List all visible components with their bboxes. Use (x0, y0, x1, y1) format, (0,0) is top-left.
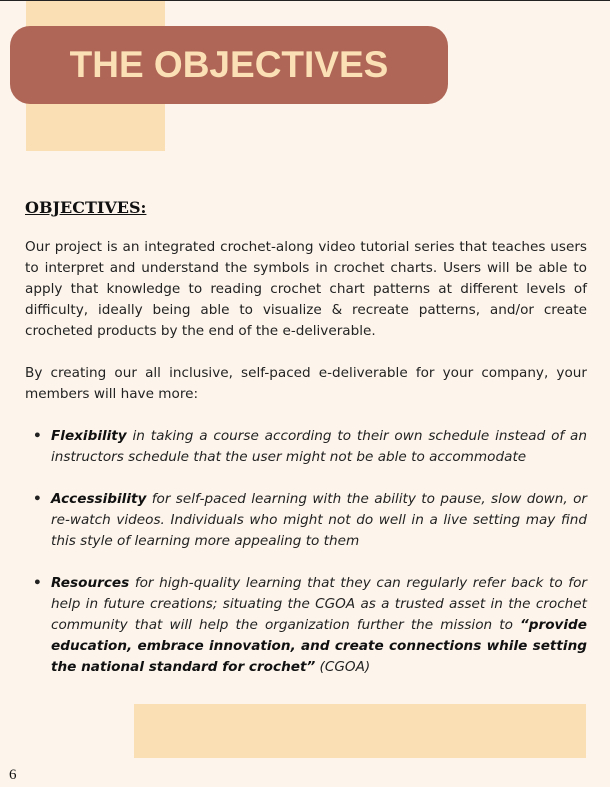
members-paragraph: By creating our all inclusive, self-paced e-deliverable for your company, your members will have more: (25, 365, 587, 402)
bullet-term: Resources (51, 575, 130, 591)
mission-quote: “provide education, embrace innovation, and create connections while setting the national standard for crochet” (51, 617, 587, 675)
list-item-accessibility (33, 489, 587, 552)
list-item-flexibility (33, 426, 587, 468)
bullet-text: in taking a course according to their own schedule instead of an instructors schedule that the user might not be able to accommodate (51, 428, 587, 465)
bullet-text: for high-quality learning that they can regularly refer back to for help in future creations; situating the CGOA as a trusted asset in the crochet community that will help the organization further the mission to (51, 575, 587, 633)
citation: (CGOA) (315, 659, 371, 675)
decorative-block-bottom (134, 704, 586, 758)
bullet-term: Accessibility (51, 491, 147, 507)
bullet-term: Flexibility (51, 428, 127, 444)
page-title: THE OBJECTIVES (69, 44, 389, 85)
title-banner (10, 26, 448, 104)
list-item-resources (33, 573, 587, 678)
bullet-icon: • (33, 428, 42, 444)
section-heading: OBJECTIVES: (25, 198, 147, 217)
bullet-icon: • (33, 491, 42, 507)
bullet-text: for self-paced learning with the ability to pause, slow down, or re-watch videos. Individuals who might not do well in a live setting may find this style of learning more appealing to them (51, 491, 587, 549)
page-number: 6 (9, 767, 17, 783)
bullet-icon: • (33, 575, 42, 591)
benefits-list (33, 426, 587, 699)
intro-paragraph: Our project is an integrated crochet-along video tutorial series that teaches users to interpret and understand the symbols in crochet charts. Users will be able to apply that knowledge to reading crochet chart patterns at different levels of difficulty, ideally being able to visualize & recreate patterns, and/or create crocheted products by the end of the e-deliverable. (25, 239, 587, 339)
